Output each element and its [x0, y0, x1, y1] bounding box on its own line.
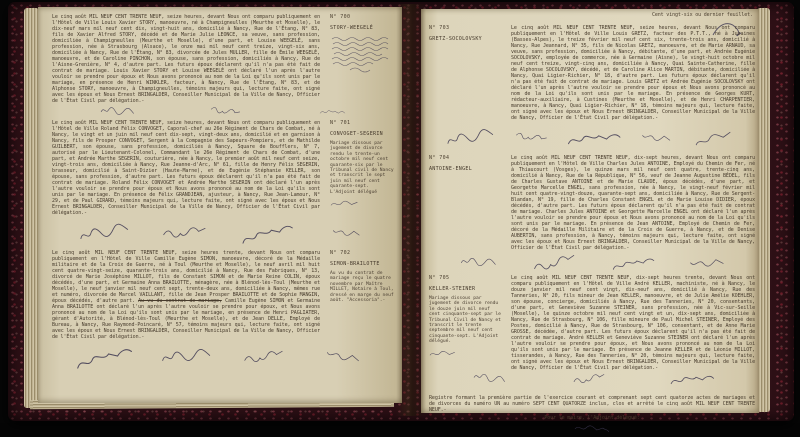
annotation-signature: [429, 348, 461, 360]
act-text: [511, 25, 755, 121]
signature-row: [429, 121, 755, 155]
marriage-act-700: [52, 14, 396, 104]
act-number: N° 700: [330, 14, 351, 20]
signature-squiggle: [472, 369, 508, 390]
act-body-cont: Camille Eugène SIMON et Germaine Anna BRAILOTTE ont déclaré l'un après l'autre vouloir se prendre pour époux, et Nous avons prononcé au nom de la Loi qu'ils sont unis par le mariage, en présence de Henri PAGLIATER, gérant d'Autorité, à Blénod-lès-Toul (Meurthe et Moselle), et de Jean DELLE, Employé de Bureau, à Nancy, Rue Raymond-Poincaré, N° 57, témoins majeurs qui, lecture faite, ont signé avec les époux et Nous Ernest BRINGALDER, Conseiller Municipal de la Ville de Nancy, Officier de l'État Civil par délégation.-: [52, 298, 320, 340]
act-text: [52, 250, 320, 340]
signature-squiggle: [77, 218, 133, 249]
act-names: CONVOGET-SEGERIN: [330, 131, 383, 137]
signature-squiggle: [330, 223, 366, 244]
signature-squiggle: [444, 123, 498, 154]
act-body: Le cinq août MIL NEUF CENT TRENTE NEUF, seize heures, devant Nous ont comparu publiquement en l'Hôtel de Ville Louis GRETZ, facteur des P.T.T., né à Juzaines (Basses-Alpes), le treize février mil neuf cent six, trente-trois ans, domicilié à Nancy, Rue Jeannard, N° 35, fils de Nicolas GRETZ, manoeuvre, et de Marie ARNAUD, sa veuve, sans profession, domiciliée à Nancy, débitante, d'une part, et Andrée Eugénie SOCOLOVSKY, employée de commerce, née à Germaine (Aisne), le vingt-huit octobre mil neuf cent treize, vingt-cinq ans, domiciliée à Nancy, Quai Sainte-Catherine, fille de Alphonse SOCOLOVSKY, décédé, et de Caroline Alice MARTIN, débitante, domiciliée à Nancy, Quai Ligier-Richier, N° 18, d'autre part. Les futurs époux déclarent qu'il n'a pas été fait de contrat de mariage. Louis GRETZ et Andrée Eugénie SOCOLOVSKY ont déclaré l'un après l'autre vouloir se prendre pour époux et Nous avons prononcé au nom de la Loi qu'ils sont unis par le mariage. En présence de Georges KURT, rédacteur-auxiliaire, à Custines (Meurthe et Moselle), et de Henri CHARPENTIER, manoeuvre, à Nancy, Quai Ligier-Richier, N° 18, témoins majeurs qui, lecture faite, ont signé avec les époux et Nous Ernest BRINGALDER, Conseiller Municipal de la Ville de Nancy, Officier de l'État Civil par délégation.-: [511, 25, 755, 121]
divorce-annotation: Mariage dissous par jugement de divorce rendu le douze juin mil neuf cent cinquante-sept par le Tribunal Civil de Nancy et transcrit le trente septembre mil neuf cent cinquante-sept. L'Adjoint délégué.: [429, 296, 501, 345]
act-margin: [429, 155, 501, 176]
act-margin: [429, 275, 501, 364]
signature-squiggle: [565, 124, 624, 153]
signature-squiggle: [459, 253, 498, 272]
signature-row: [52, 216, 396, 250]
act-margin: [330, 120, 396, 214]
act-body: Le cinq août MIL NEUF CENT TRENTE NEUF, dix-sept heures, devant Nous ont comparu publiquement en l'Hôtel de Ville Charles Jules ANTOINE, Employé du Chemin de Fer, né à Thiaucourt (Vosges), le quinze mars mil neuf cent quatre, trente-cinq ans, domicilié à Nancy, Rue de la République, N° 56, veuf de Jeanne Augustine BÉDEL, fils de Charles Gustave ANTOINE et de Marie CLAUDE, époux décédés, d'une part, et Georgette Marcelle ENGEL, sans profession, née à Nancy, le vingt-neuf février mil huit cent quatre-vingt-douze, quarante-sept ans, domiciliée à Nancy, Rue de Sergent-Blandan, N° 19, fille de Charles Constant ENGEL et de Marie Louise DIDIER, époux décédés, d'autre part. Les futurs époux déclarent qu'il n'a pas été fait de contrat de mariage. Charles Jules ANTOINE et Georgette Marcelle ENGEL ont déclaré l'un après l'autre vouloir se prendre pour époux et Nous avons prononcé au nom de la Loi qu'ils sont unis par le mariage. En présence de Jean ANTOINE, Employé de Chemin de Fer, décoré de la Médaille Militaire et de la Croix de Guerre, à Nancy, et de Denise AUBERTIN, sans profession, à Nancy, témoins majeurs qui, lecture faite, ont signé avec les époux et Nous Ernest BRINGALDER, Conseiller Municipal de la Ville de Nancy, Officier de l'État Civil par délégation.-: [511, 155, 755, 251]
act-number: N° 701: [330, 120, 351, 126]
act-margin: [429, 25, 501, 46]
official-signature: [574, 421, 611, 437]
act-number: N° 705: [429, 275, 450, 281]
signature-squiggle: [71, 336, 138, 379]
handwritten-margin-note: [330, 35, 396, 77]
act-number: N° 703: [429, 25, 450, 31]
act-names: KELLER-STEINER: [429, 286, 476, 292]
signature-squiggle: [687, 250, 731, 275]
act-names: ANTOINE-ENGEL: [429, 166, 473, 172]
act-text: [511, 275, 755, 371]
signature-squiggle: [99, 103, 136, 120]
notary-annotation: Au vu du contrat de mariage reçu le quatre novembre par Maître MILLET, Notaire à Toul, dressé en marge du neuf août. "Accessoria".-: [330, 271, 394, 304]
struck-text: Au vu du contrat de mariage,: [138, 298, 222, 304]
act-body: Le cinq août MIL NEUF CENT TRENTE NEUF, seize heures trente, devant Nous ont comparu publiquement en l'Hôtel de Ville Camille Eugène SIMON, manoeuvre, décoré de la Médaille militaire et de la Croix de Guerre, né à Toul (Meurthe et Moselle), le neuf avril mil huit cent quatre-vingt-seize, quarante-trois ans, domicilié à Nancy, Rue des Fabriques, N° 13, divorcé de Marie Joséphine MILLOT, fils de Constant SIMON et de Marie Reine COLIN, époux décédés, d'une part, et Germaine Anna BRAILOTTE, ménagère, née à Blénod-lès-Toul (Meurthe et Moselle), le neuf janvier mil neuf cent sept, trente-deux ans, domiciliée à Nancy, mêmes rue et numéro, divorcée de Marcel VAILLANT, fille de Jean Prosper BRAILOTTE et de Sophie MANGIN, époux décédés, d'autre part.: [52, 250, 320, 304]
marriage-act-701: [52, 120, 396, 216]
act-body: Le cinq août MIL NEUF CENT TRENTE NEUF, seize heures, devant Nous ont comparu publiquement en l'Hôtel de Ville Louis Xavier STORY, manoeuvre, né à Champigneulles (Meurthe et Moselle), le dix-neuf mars mil neuf cent dix, vingt-huit ans, domicilié à Nancy, Rue de l'Étang, N° 83, fils de Xavier Alfred STORY, décédé et de Marie Julie LEONCE, sa veuve, sans profession, domiciliée à Champigneulles (Meurthe et Moselle), d'une part, et Louise WEEGELÉ, sans profession, née à Strasbourg (Alsace), le onze mai mil neuf cent treize, vingt-six ans, domiciliée à Nancy, Rue de l'Étang, N° 83, divorcée de Jules MULLER, fille de Émile WEEGELÉ, manoeuvre, et de Caroline PINCHON, son épouse, sans profession, domiciliés à Nancy, Rue de l'Aisne-Grenière, N° 4, d'autre part. Les futurs époux déclarent qu'il n'a pas été fait de contrat de mariage. Louis Xavier STORY et Louise WEEGELÉ ont déclaré l'un après l'autre vouloir se prendre pour époux et Nous avons prononcé au nom de la Loi qu'ils sont unis par le mariage, en présence de Henri WINKLER, facteur, à Nancy, Rue de l'Étang, N° 83, et de Alphonse STORY, manoeuvre, à Champigneulles, témoins majeurs qui, lecture faite, ont signé avec les époux et Nous Ernest BRINGALDER, Conseiller Municipal de la Ville de Nancy, Officier de l'État Civil par délégation.-: [52, 14, 320, 104]
act-body: Le cinq août MIL NEUF CENT TRENTE NEUF, seize heures, devant Nous ont comparu publiquement en l'Hôtel de Ville Roland Félix CONVOGET, Caporal-chef au 26e Régiment de Chars de Combat, né à Nancy, le vingt et un juin mil neuf cent dix-sept, vingt-deux ans, domicilié et en garnison à Nancy, fils de Prosper CONVOGET, Sergent à la Compagnie des Sapeurs-Pompiers, et de Mathilde GUILBERT, son épouse, sans profession, domiciliés à Nancy, Square de Boufflers, N° 7, autorisé par le Lieutenant-Colonel, Commandant le 26e Régiment de Chars de Combat, d'une part, et Andrée Marthe SEGERIN, couturière, née à Nancy, le premier août mil neuf cent seize, vingt-trois ans, domiciliée à Nancy, Rue Jeanne-d'Arc, N° 61, fille de Henry Félix SEGERIN, brasseur, domicilié à Saint-Dizier (Haute-Marne), et de Eugénie Stéphanie KELLER, son épouse, sans profession, d'autre part. Les futurs époux déclarent qu'il n'a pas été fait de contrat de mariage. Roland Félix CONVOGET et Andrée Marthe SEGERIN ont déclaré l'un après l'autre vouloir se prendre pour époux et Nous avons prononcé au nom de la Loi qu'ils sont unis par le mariage. En présence de Félix GRANDJEAN, ajusteur, à Nancy, Rue Jean-Lamour, N° 29, et de Paul GIRARD, témoins majeurs qui, lecture faite, ont signé avec les époux et Nous Ernest BRINGALDER, Conseiller Municipal de la Ville de Nancy, Officier de l'État Civil par délégation.-: [52, 120, 320, 216]
act-body: Le cinq août MIL NEUF CENT TRENTE NEUF, dix-sept heures trente, devant Nous ont comparu publiquement en l'Hôtel de Ville André KELLER, machiniste, né à Nancy, le douze janvier mil neuf cent vingt, dix-neuf ans, domicilié à Nancy, Rue des Tanneries, N° 20, fils mineur de Jean KELLER, manoeuvre, et de Julie Amélie KOEHLER, son épouse, concierge, domiciliés à Nancy, Rue des Tanneries, N° 20, consentants, d'une part, et Geneviève Suzanne STEINER, sans profession, née à Vic-sur-Seille (Moselle), le quinze octobre mil neuf cent vingt et un, dix-sept ans, domiciliée à Nancy, Rue de Strasbourg, N° 106, fille mineure de Paul Michel STEINER, Employé des Postes, domicilié à Nancy, Rue de Strasbourg, N° 106, consentant, et de Anne Marie GROSSE, décédée, d'autre part. Les futurs époux déclarent qu'il n'a pas été fait de contrat de mariage. André KELLER et Geneviève Suzanne STEINER ont déclaré l'un après l'autre vouloir se prendre pour époux, et Nous avons prononcé au nom de la Loi qu'ils sont unis par le mariage. En présence de Jeanne KELLER et de Léonie MILLOT, tisserandes, à Nancy, Rue des Tanneries, N° 20, témoins majeurs qui, lecture faite, ont signé avec les époux et Nous Ernest BRINGALDER, Conseiller Municipal de la Ville de Nancy, Officier de l'État Civil par délégation.-: [511, 275, 755, 371]
signature-row: [429, 251, 755, 275]
act-text: [511, 155, 755, 251]
signature-row: [52, 104, 396, 120]
book-gutter-shadow: [396, 4, 426, 416]
closing-signoff: Pour le maire, l'Adjoint délégué:: [544, 415, 640, 421]
signature-squiggle: [241, 341, 290, 373]
act-names: STORY-WEEGELÉ: [330, 25, 374, 31]
act-number: N° 702: [330, 250, 351, 256]
folio-number-note: Cent vingt-six ou dernier feuillet.: [651, 12, 753, 18]
divorce-annotation: Mariage dissous par jugement de divorce rendu le trente-un octobre mil neuf cent quarante-six par le Tribunal civil de Nancy et transcrit le sept juin mil neuf cent quarante-sept. L'Adjoint délégué: [330, 141, 394, 195]
signature-squiggle: [323, 343, 368, 371]
signature-squiggle: [668, 367, 717, 390]
marriage-act-704: [429, 155, 755, 251]
register-closing: [429, 395, 755, 437]
left-page: [38, 7, 402, 403]
page-edges-left: [24, 8, 39, 408]
signature-row: [52, 340, 396, 374]
signature-squiggle: [160, 341, 214, 372]
marriage-act-705: [429, 275, 755, 371]
act-names: SIMON-BRAILOTTE: [330, 261, 380, 267]
signature-squiggle: [640, 127, 677, 148]
signature-squiggle: [610, 249, 659, 277]
signature-squiggle: [691, 120, 743, 157]
marriage-act-703: [429, 25, 755, 121]
closing-text: Registre formant la première partie de l'exercice courant et comprenant sept cent quatorze actes de mariages et de divorces du numéro UN au numéro SEPT CENT QUATORZE inclus, clos et arrêté le cinq août MIL NEUF CENT TRENTE NEUF.-: [429, 395, 755, 413]
act-number: N° 704: [429, 155, 450, 161]
act-margin: [330, 14, 396, 81]
act-text: [52, 14, 320, 104]
annotation-signature: [330, 198, 364, 210]
closing-signature-row: [429, 421, 755, 437]
signature-squiggle: [319, 105, 347, 119]
act-margin: [330, 250, 396, 303]
signature-squiggle: [513, 126, 552, 151]
marriage-act-702: [52, 250, 396, 340]
signature-row: [429, 371, 755, 387]
right-page: [421, 9, 759, 421]
signature-squiggle: [237, 213, 299, 252]
signature-squiggle: [161, 219, 213, 247]
act-names: GRETZ-SOCOLOVSKY: [429, 36, 482, 42]
act-text: [52, 120, 320, 216]
